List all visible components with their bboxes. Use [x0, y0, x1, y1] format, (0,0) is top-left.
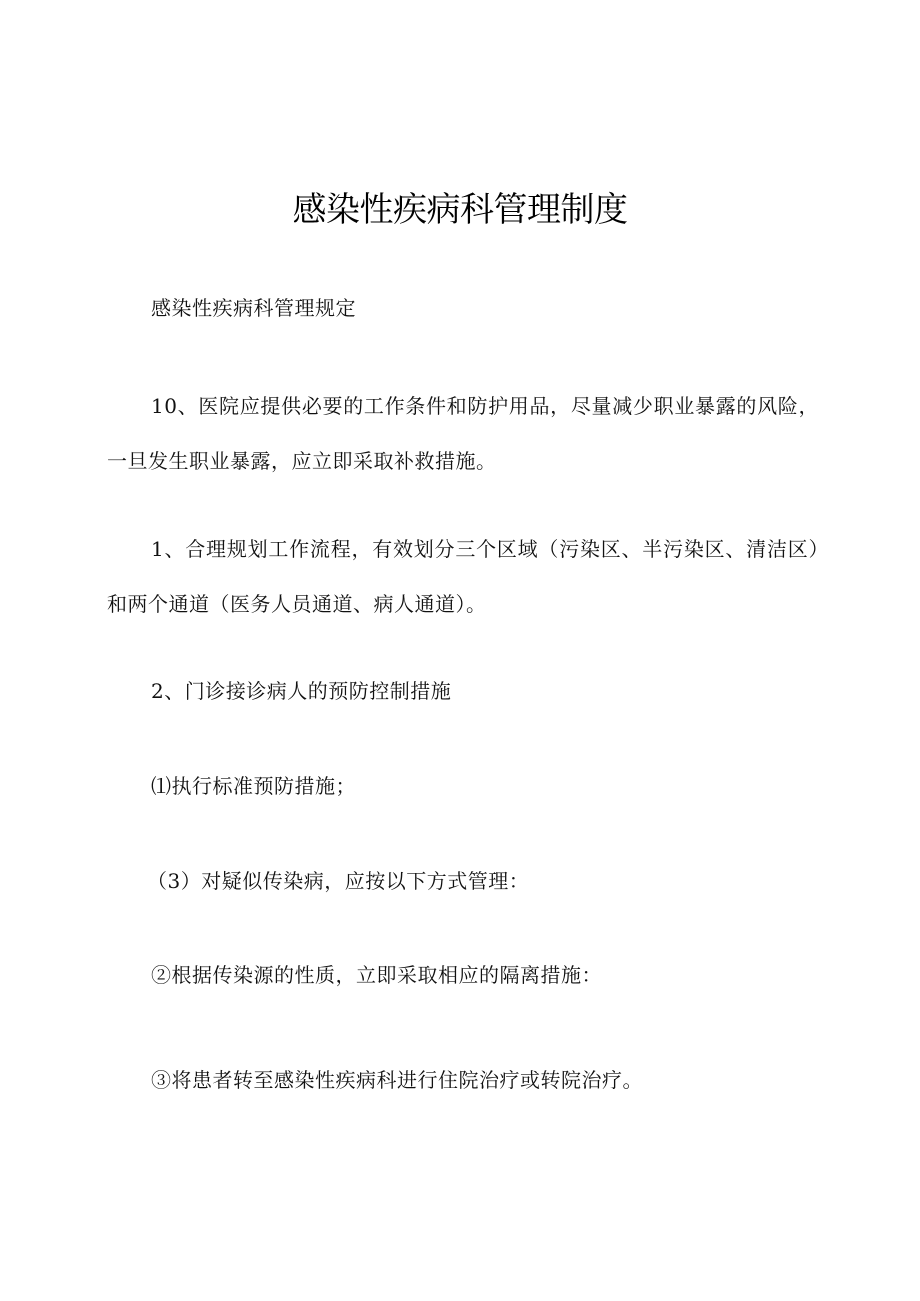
paragraph: ⑴执行标准预防措施；: [151, 774, 356, 798]
paragraph: ③将患者转至感染性疾病科进行住院治疗或转院治疗。: [151, 1068, 643, 1092]
section-heading: 感染性疾病科管理规定: [151, 296, 356, 320]
paragraph: 2、门诊接诊病人的预防控制措施: [151, 679, 452, 703]
paragraph: 1、合理规划工作流程，有效划分三个区域（污染区、半污染区、清洁区）和两个通道（医务人员通道、病人通道）。: [107, 537, 819, 616]
paragraph: （3）对疑似传染病，应按以下方式管理：: [147, 869, 530, 893]
document-title: 感染性疾病科管理制度: [292, 190, 628, 230]
paragraph: ②根据传染源的性质，立即采取相应的隔离措施：: [151, 963, 602, 987]
paragraph: 10、医院应提供必要的工作条件和防护用品，尽量减少职业暴露的风险，一旦发生职业暴露，应立即采取补救措施。: [107, 394, 819, 473]
